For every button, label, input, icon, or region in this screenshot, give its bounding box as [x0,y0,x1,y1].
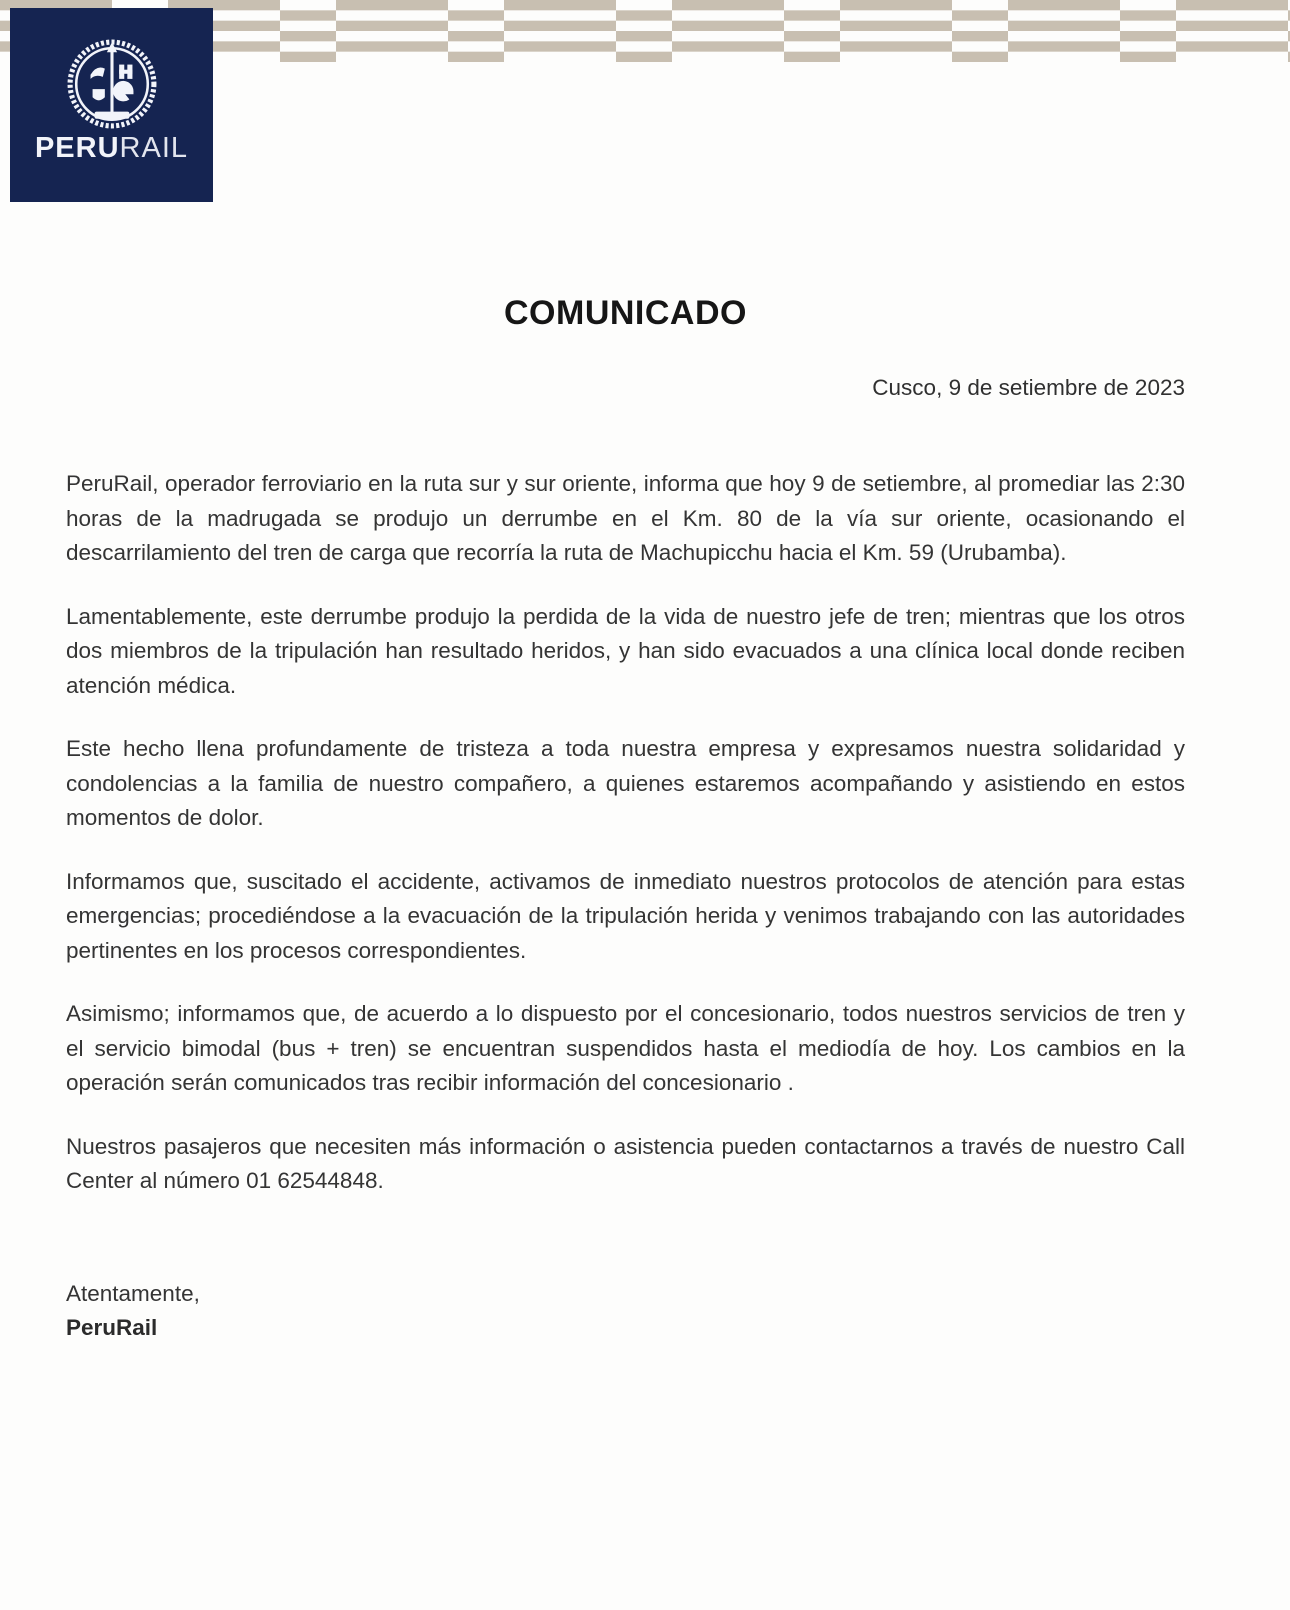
dateline: Cusco, 9 de setiembre de 2023 [872,375,1185,400]
letter-body [66,467,1185,1199]
body-paragraph-4: Informamos que, suscitado el accidente, activamos de inmediato nuestros protocolos de atención para estas emergencias; procediéndose a la evacuación de la tripulación herida y venimos trabajando con las autoridades pertinentes en los procesos correspondientes. [66,868,1185,963]
body-paragraph-2: Lamentablemente, este derrumbe produjo la perdida de la vida de nuestro jefe de tren; mientras que los otros dos miembros de la tripulación han resultado heridos, y han sido evacuados a una clínica local donde reciben atención médica. [66,603,1185,698]
wordmark-peru: PERU [34,132,120,164]
body-paragraph-1: PeruRail, operador ferroviario en la ruta sur y sur oriente, informa que hoy 9 de setiembre, al promediar las 2:30 horas de la madrugada se produjo un derrumbe en el Km. 80 de la vía sur oriente, ocasionando el descarrilamiento del tren de carga que recorría la ruta de Machupicchu hacia el Km. 59 (Urubamba). [66,471,1185,565]
closing-salutation: Atentamente, [66,1280,200,1306]
wordmark-rail: RAIL [119,132,189,164]
body-paragraph-5: Asimismo; informamos que, de acuerdo a lo dispuesto por el concesionario, todos nuestros servicios de tren y el servicio bimodal (bus + tren) se encuentran suspendidos hasta el mediodía de hoy. Los cambios en la operación serán comunicados tras recibir información del concesionario . [66,1001,1185,1095]
closing-block [66,1277,1185,1346]
closing-signature: PeruRail [66,1315,158,1340]
body-paragraph-6: Nuestros pasajeros que necesiten más información o asistencia pueden contactarnos a través de nuestro Call Center al número 01 62544848. [66,1133,1185,1193]
body-paragraph-3: Este hecho llena profundamente de tristeza a toda nuestra empresa y expresamos nuestra solidaridad y condolencias a la familia de nuestro compañero, a quienes estaremos acompañando y asistiendo en estos momentos de dolor. [66,736,1185,830]
page-title: COMUNICADO [504,294,747,332]
